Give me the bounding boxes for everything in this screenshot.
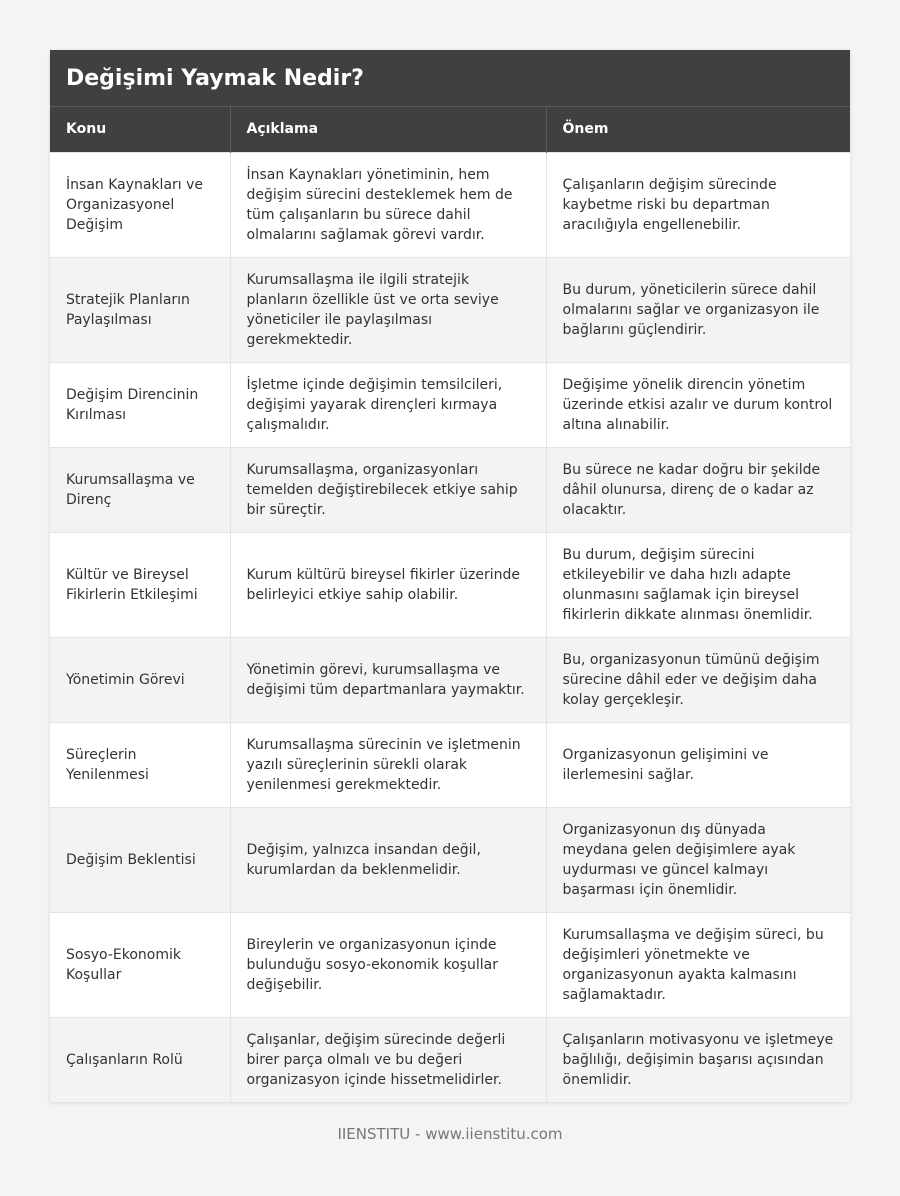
cell-importance: Bu durum, değişim sürecini etkileyebilir ve daha hızlı adapte olunmasını sağlamak için bireysel fikirlerin dikkate alınması önemlidir. [546, 532, 850, 637]
cell-importance: Çalışanların değişim sürecinde kaybetme riski bu departman aracılığıyla engellenebilir. [546, 152, 850, 257]
table-header [50, 107, 850, 152]
cell-importance: Bu durum, yöneticilerin sürece dahil olmalarını sağlar ve organizasyon ile bağlarını güçlendirir. [546, 257, 850, 362]
table-row [50, 257, 850, 362]
table-row [50, 722, 850, 807]
footer-credit: IIENSTITU - www.iienstitu.com [337, 1125, 563, 1143]
cell-importance: Çalışanların motivasyonu ve işletmeye bağlılığı, değişimin başarısı açısından önemlidir. [546, 1017, 850, 1102]
cell-importance: Kurumsallaşma ve değişim süreci, bu değişimleri yönetmekte ve organizasyonun ayakta kalmasını sağlamaktadır. [546, 912, 850, 1017]
header-row [50, 107, 850, 152]
cell-topic: Çalışanların Rolü [50, 1017, 230, 1102]
cell-topic: Yönetimin Görevi [50, 637, 230, 722]
cell-description: Çalışanlar, değişim sürecinde değerli birer parça olmalı ve bu değeri organizasyon içinde hissetmelidirler. [230, 1017, 546, 1102]
cell-importance: Bu sürece ne kadar doğru bir şekilde dâhil olunursa, direnç de o kadar az olacaktır. [546, 447, 850, 532]
column-header-importance: Önem [546, 107, 850, 152]
column-header-description: Açıklama [230, 107, 546, 152]
table-card [50, 50, 850, 1102]
table-row [50, 1017, 850, 1102]
cell-topic: İnsan Kaynakları ve Organizasyonel Değişim [50, 152, 230, 257]
cell-description: İşletme içinde değişimin temsilcileri, değişimi yayarak dirençleri kırmaya çalışmalıdır. [230, 362, 546, 447]
cell-importance: Bu, organizasyonun tümünü değişim sürecine dâhil eder ve değişim daha kolay gerçekleşir. [546, 637, 850, 722]
cell-description: Bireylerin ve organizasyonun içinde bulunduğu sosyo-ekonomik koşullar değişebilir. [230, 912, 546, 1017]
cell-topic: Kurumsallaşma ve Direnç [50, 447, 230, 532]
cell-importance: Organizasyonun gelişimini ve ilerlemesini sağlar. [546, 722, 850, 807]
table-row [50, 362, 850, 447]
cell-description: Yönetimin görevi, kurumsallaşma ve değişimi tüm departmanlara yaymaktır. [230, 637, 546, 722]
table-body [50, 152, 850, 1102]
table-row [50, 532, 850, 637]
cell-description: Kurumsallaşma, organizasyonları temelden değiştirebilecek etkiye sahip bir süreçtir. [230, 447, 546, 532]
table-row [50, 807, 850, 912]
column-header-topic: Konu [50, 107, 230, 152]
cell-description: Kurumsallaşma ile ilgili stratejik planların özellikle üst ve orta seviye yöneticiler ile paylaşılması gerekmektedir. [230, 257, 546, 362]
data-table [50, 107, 850, 1102]
table-row [50, 637, 850, 722]
cell-importance: Değişime yönelik direncin yönetim üzerinde etkisi azalır ve durum kontrol altına alınabilir. [546, 362, 850, 447]
cell-topic: Kültür ve Bireysel Fikirlerin Etkileşimi [50, 532, 230, 637]
cell-topic: Stratejik Planların Paylaşılması [50, 257, 230, 362]
cell-description: Kurum kültürü bireysel fikirler üzerinde belirleyici etkiye sahip olabilir. [230, 532, 546, 637]
cell-topic: Değişim Direncinin Kırılması [50, 362, 230, 447]
cell-description: Kurumsallaşma sürecinin ve işletmenin yazılı süreçlerinin sürekli olarak yenilenmesi gerekmektedir. [230, 722, 546, 807]
cell-topic: Süreçlerin Yenilenmesi [50, 722, 230, 807]
cell-topic: Değişim Beklentisi [50, 807, 230, 912]
cell-description: İnsan Kaynakları yönetiminin, hem değişim sürecini desteklemek hem de tüm çalışanların bu sürece dahil olmalarını sağlamak görevi vardır. [230, 152, 546, 257]
table-row [50, 912, 850, 1017]
table-row [50, 152, 850, 257]
cell-importance: Organizasyonun dış dünyada meydana gelen değişimlere ayak uydurması ve güncel kalmayı başarması için önemlidir. [546, 807, 850, 912]
table-title: Değişimi Yaymak Nedir? [50, 50, 850, 107]
cell-topic: Sosyo-Ekonomik Koşullar [50, 912, 230, 1017]
cell-description: Değişim, yalnızca insandan değil, kurumlardan da beklenmelidir. [230, 807, 546, 912]
table-row [50, 447, 850, 532]
